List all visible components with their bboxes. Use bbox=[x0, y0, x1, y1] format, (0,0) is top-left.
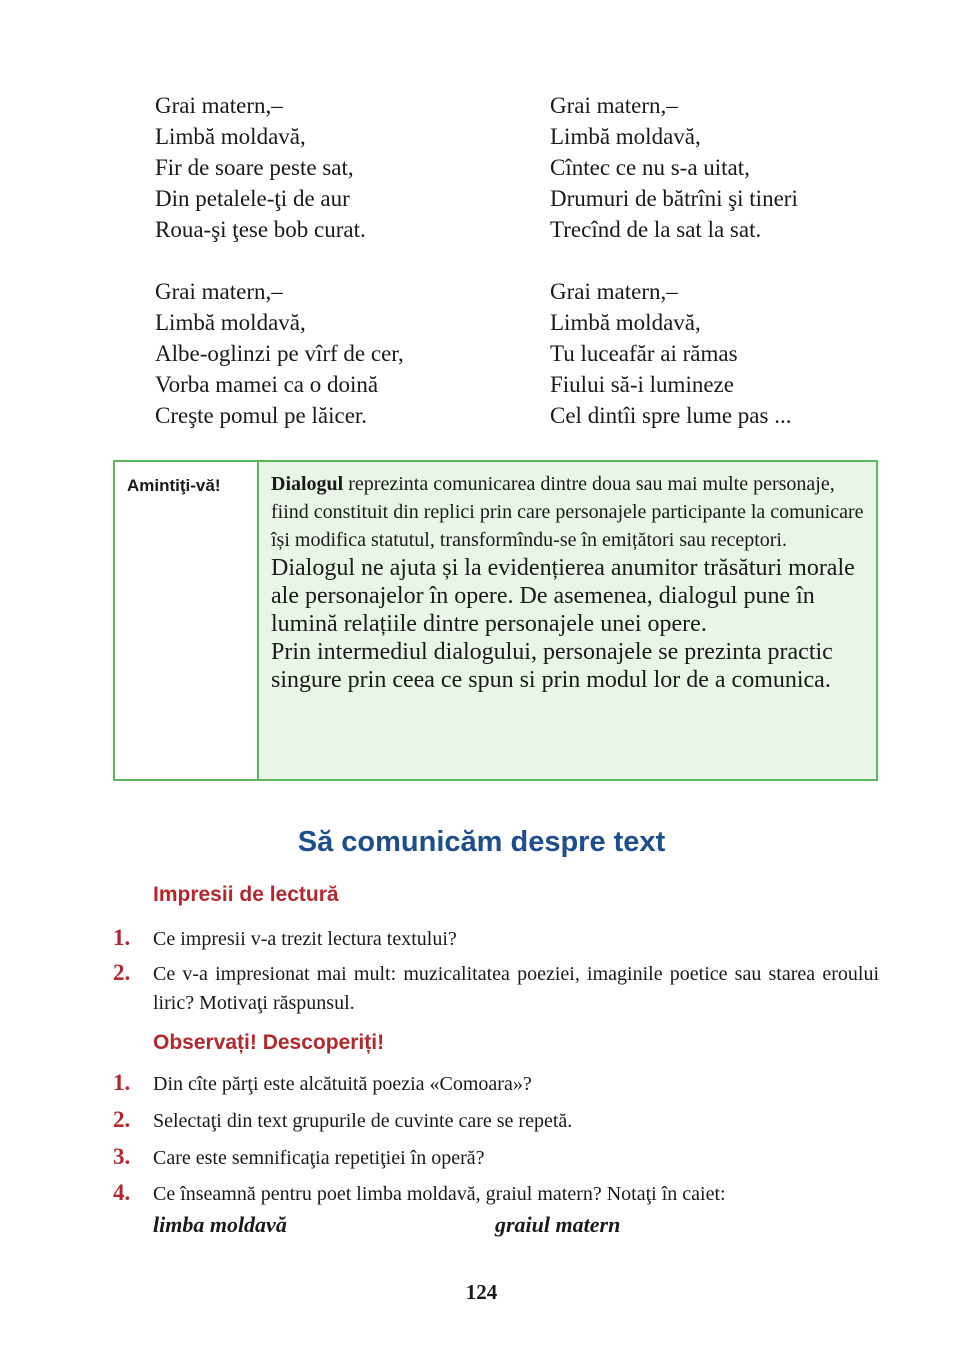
poem-line: Creşte pomul pe lăicer. bbox=[155, 403, 368, 428]
poem-line: Grai matern,– bbox=[550, 279, 678, 304]
reminder-paragraph bbox=[271, 470, 866, 554]
poem-line: Limbă moldavă, bbox=[550, 124, 701, 149]
reminder-paragraph: Prin intermediul dialogului, personajele se prezinta practic singure prin ceea ce spun si prin modul lor de a comunica. bbox=[271, 639, 833, 693]
poem-stanza bbox=[550, 276, 798, 431]
question-number: 2. bbox=[113, 960, 131, 985]
question-item bbox=[113, 925, 879, 954]
poem-line: Din petalele-ţi de aur bbox=[155, 186, 350, 211]
poem-line: Vorba mamei ca o doină bbox=[155, 372, 379, 397]
reminder-content bbox=[259, 462, 876, 779]
poem-stanza bbox=[155, 276, 404, 431]
reminder-label: Amintiţi-vă! bbox=[115, 462, 259, 779]
question-number: 1. bbox=[113, 925, 131, 950]
poem-line: Cîntec ce nu s-a uitat, bbox=[550, 155, 750, 180]
question-number: 3. bbox=[113, 1144, 131, 1169]
poem-line: Roua-şi ţese bob curat. bbox=[155, 217, 366, 242]
question-item bbox=[113, 1107, 879, 1136]
poem-stanza bbox=[155, 90, 404, 245]
question-text: Ce v-a impresionat mai mult: muzicalitatea poeziei, imaginile poetice sau starea eroului liric? Motivaţi răspunsul. bbox=[153, 963, 879, 1014]
poem-line: Grai matern,– bbox=[155, 279, 283, 304]
poem-line: Grai matern,– bbox=[550, 93, 678, 118]
answer-label-left: limba moldavă bbox=[153, 1212, 287, 1237]
section-title: Să comunicăm despre text bbox=[297, 826, 666, 858]
question-number: 1. bbox=[113, 1070, 131, 1095]
poem-line: Limbă moldavă, bbox=[550, 310, 701, 335]
observe-heading: Observați! Descoperiți! bbox=[153, 1031, 385, 1054]
question-item bbox=[113, 1070, 879, 1099]
question-text: Care este semnificaţia repetiţiei în operă? bbox=[153, 1147, 485, 1169]
poem-line: Fiului să-i lumineze bbox=[550, 372, 734, 397]
poem-line: Trecînd de la sat la sat. bbox=[550, 217, 762, 242]
reminder-box bbox=[113, 460, 878, 781]
poem-line: Limbă moldavă, bbox=[155, 124, 306, 149]
poem-right-column bbox=[550, 90, 798, 462]
poem-left-column bbox=[155, 90, 404, 462]
reminder-term: Dialogul bbox=[271, 473, 344, 495]
question-text: Ce înseamnă pentru poet limba moldavă, graiul matern? Notaţi în caiet: bbox=[153, 1183, 726, 1205]
poem-line: Tu luceafăr ai rămas bbox=[550, 341, 738, 366]
poem-line: Albe-oglinzi pe vîrf de cer, bbox=[155, 341, 404, 366]
poem-line: Fir de soare peste sat, bbox=[155, 155, 354, 180]
question-item bbox=[113, 1144, 879, 1173]
question-text: Ce impresii v-a trezit lectura textului? bbox=[153, 928, 457, 950]
question-text: Selectaţi din text grupurile de cuvinte care se repetă. bbox=[153, 1110, 573, 1132]
reminder-definition: reprezinta comunicarea dintre doua sau mai multe personaje, fiind constituit din replici prin care personajele participante la comunicare își modifica statutul, transformîndu-se în emițători sau receptori. bbox=[271, 473, 864, 551]
poem-line: Drumuri de bătrîni şi tineri bbox=[550, 186, 798, 211]
reminder-paragraph: Dialogul ne ajuta și la evidențierea anumitor trăsături morale ale personajelor în opere. De asemenea, dialogul pune în lumină relațiile dintre personajele unei opere. bbox=[271, 555, 855, 637]
question-text: Din cîte părţi este alcătuită poezia «Comoara»? bbox=[153, 1073, 532, 1095]
impressions-heading: Impresii de lectură bbox=[153, 883, 339, 906]
poem-stanza bbox=[550, 90, 798, 245]
poem-line: Limbă moldavă, bbox=[155, 310, 306, 335]
page-number: 124 bbox=[465, 1280, 498, 1304]
question-number: 2. bbox=[113, 1107, 131, 1132]
question-item bbox=[113, 960, 879, 1018]
question-item bbox=[113, 1180, 879, 1209]
answer-label-right: graiul matern bbox=[495, 1212, 621, 1237]
poem-line: Cel dintîi spre lume pas ... bbox=[550, 403, 792, 428]
question-number: 4. bbox=[113, 1180, 131, 1205]
poem-line: Grai matern,– bbox=[155, 93, 283, 118]
